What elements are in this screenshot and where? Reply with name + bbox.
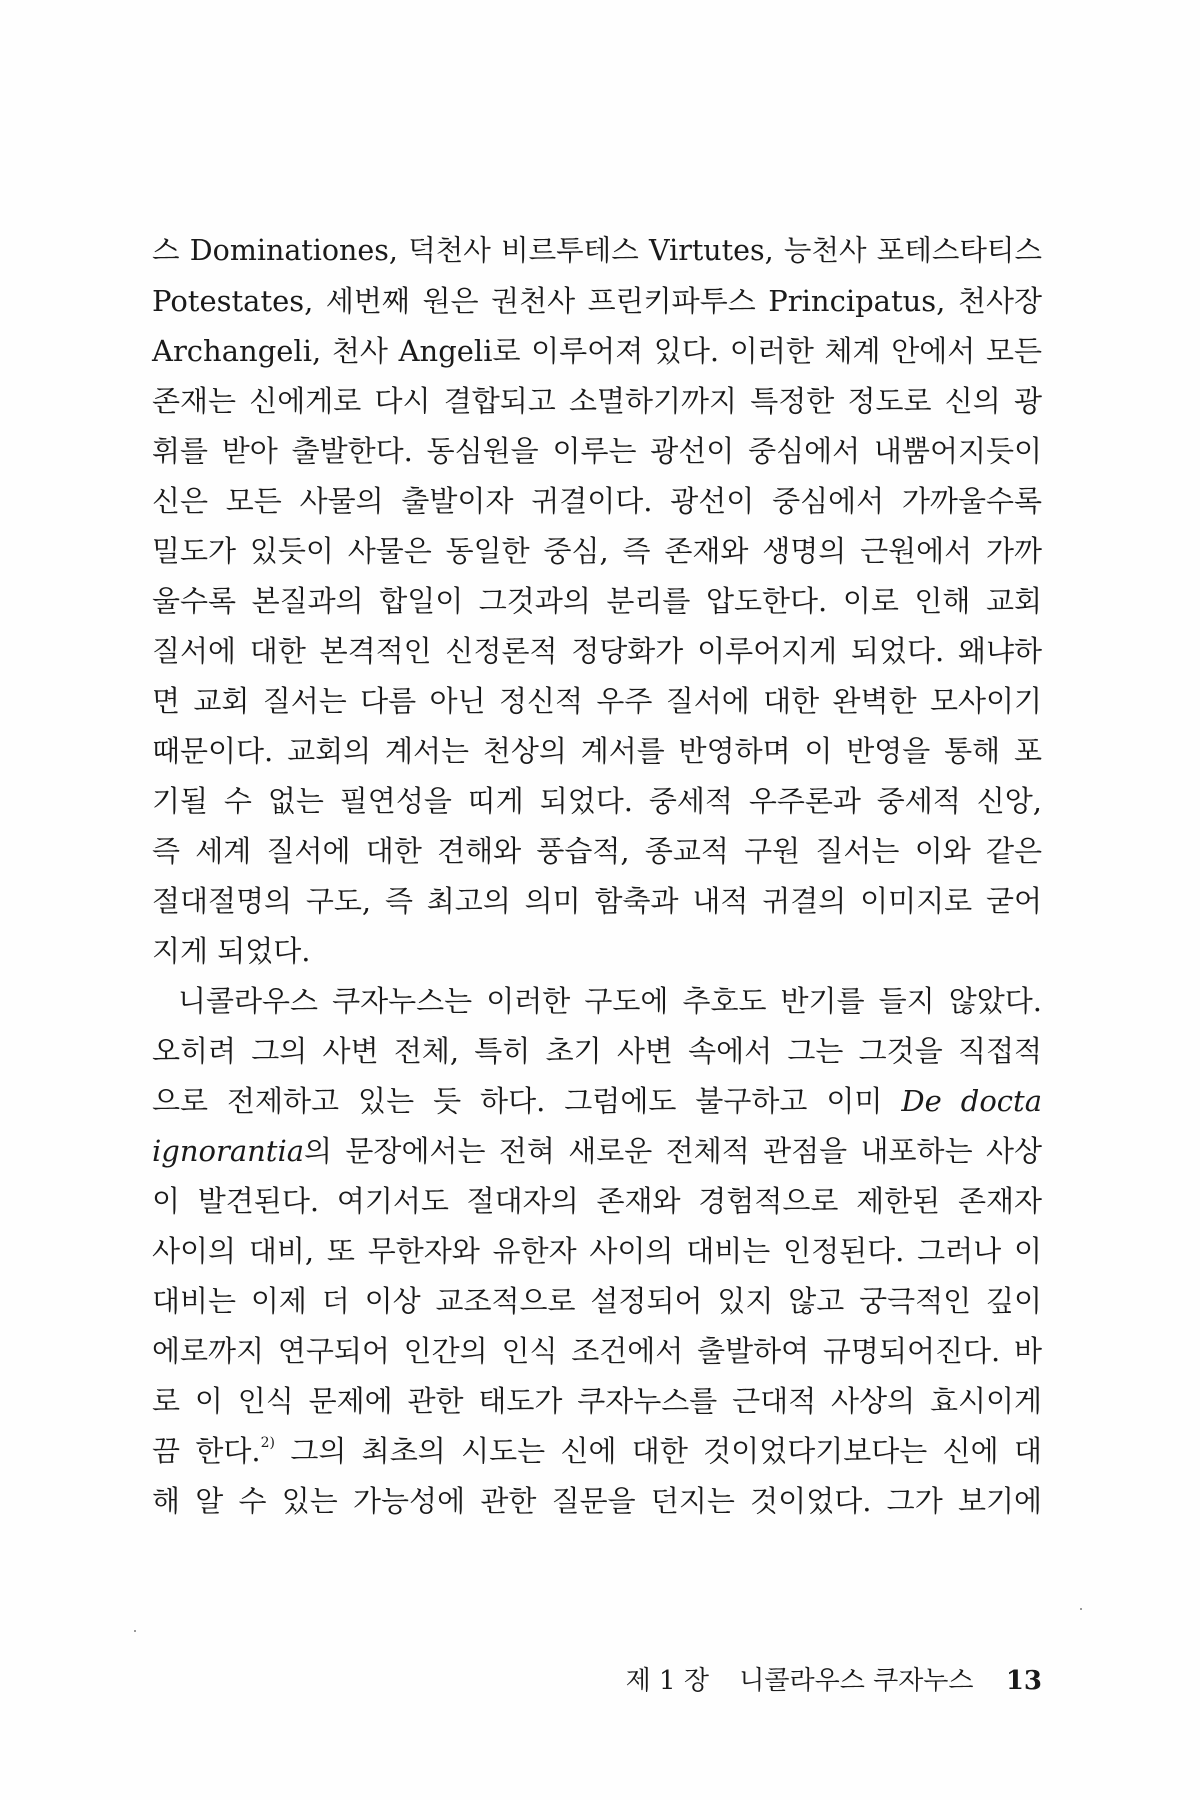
text-segment: 의 문장에서는 전혀 새로운 전체적 관점을 내포하는 사상	[304, 1134, 1042, 1168]
text-line: 휘를 받아 출발한다. 동심원을 이루는 광선이 중심에서 내뿜어지듯이	[152, 434, 1042, 468]
text-line: 스 Dominationes, 덕천사 비르투테스 Virtutes, 능천사 포테스타티스	[152, 234, 1042, 267]
latin-title-fragment: De docta	[901, 1084, 1042, 1118]
text-line: 니콜라우스 쿠자누스는 이러한 구도에 추호도 반기를 들지 않았다.	[178, 984, 1042, 1018]
text-line: 오히려 그의 사변 전체, 특히 초기 사변 속에서 그는 그것을 직접적	[152, 1034, 1042, 1068]
text-line	[152, 1426, 1042, 1476]
text-line: 대비는 이제 더 이상 교조적으로 설정되어 있지 않고 궁극적인 깊이	[152, 1284, 1042, 1318]
footnote-reference[interactable]: 2)	[260, 1435, 275, 1451]
page-number: 13	[1005, 1666, 1042, 1696]
text-line: 질서에 대한 본격적인 신정론적 정당화가 이루어지게 되었다. 왜냐하	[152, 634, 1042, 668]
text-segment: 끔 한다.	[152, 1434, 261, 1468]
chapter-label: 제 1 장	[625, 1666, 709, 1696]
text-line: 에로까지 연구되어 인간의 인식 조건에서 출발하여 규명되어진다. 바	[152, 1334, 1042, 1368]
running-title: 니콜라우스 쿠자누스	[739, 1666, 974, 1696]
text-line: 지게 되었다.	[152, 934, 311, 968]
text-segment: 그의 최초의 시도는 신에 대한 것이었다기보다는 신에 대	[274, 1434, 1042, 1468]
text-line: 사이의 대비, 또 무한자와 유한자 사이의 대비는 인정된다. 그러나 이	[152, 1234, 1042, 1268]
text-line	[152, 1076, 1042, 1126]
text-line: 로 이 인식 문제에 관한 태도가 쿠자누스를 근대적 사상의 효시이게	[152, 1384, 1042, 1418]
page-footer	[152, 1660, 1042, 1697]
text-line: 밀도가 있듯이 사물은 동일한 중심, 즉 존재와 생명의 근원에서 가까	[152, 534, 1042, 568]
scan-speck	[134, 1630, 136, 1632]
text-line: Archangeli, 천사 Angeli로 이루어져 있다. 이러한 체계 안에서 모든	[152, 334, 1042, 368]
text-line: 즉 세계 질서에 대한 견해와 풍습적, 종교적 구원 질서는 이와 같은	[152, 834, 1042, 868]
text-line: 해 알 수 있는 가능성에 관한 질문을 던지는 것이었다. 그가 보기에	[152, 1484, 1042, 1518]
body-text	[152, 226, 1042, 1526]
text-line: 기될 수 없는 필연성을 띠게 되었다. 중세적 우주론과 중세적 신앙,	[152, 784, 1042, 818]
text-line: 울수록 본질과의 합일이 그것과의 분리를 압도한다. 이로 인해 교회	[152, 584, 1042, 618]
text-line: 이 발견된다. 여기서도 절대자의 존재와 경험적으로 제한된 존재자	[152, 1184, 1042, 1218]
text-line: 존재는 신에게로 다시 결합되고 소멸하기까지 특정한 정도로 신의 광	[152, 384, 1042, 418]
paragraph-2	[152, 976, 1042, 1526]
text-line: 면 교회 질서는 다름 아닌 정신적 우주 질서에 대한 완벽한 모사이기	[152, 684, 1042, 718]
scan-speck	[1080, 1608, 1082, 1610]
paragraph-1	[152, 226, 1042, 976]
text-line: 절대절명의 구도, 즉 최고의 의미 함축과 내적 귀결의 이미지로 굳어	[152, 884, 1042, 918]
text-line: Potestates, 세번째 원은 권천사 프린키파투스 Principatus, 천사장	[152, 284, 1042, 318]
text-line	[152, 1126, 1042, 1176]
text-line: 때문이다. 교회의 계서는 천상의 계서를 반영하며 이 반영을 통해 포	[152, 734, 1042, 768]
text-segment: 으로 전제하고 있는 듯 하다. 그럼에도 불구하고 이미	[152, 1084, 902, 1118]
latin-title-fragment: ignorantia	[152, 1134, 305, 1168]
text-line: 신은 모든 사물의 출발이자 귀결이다. 광선이 중심에서 가까울수록	[152, 484, 1042, 518]
